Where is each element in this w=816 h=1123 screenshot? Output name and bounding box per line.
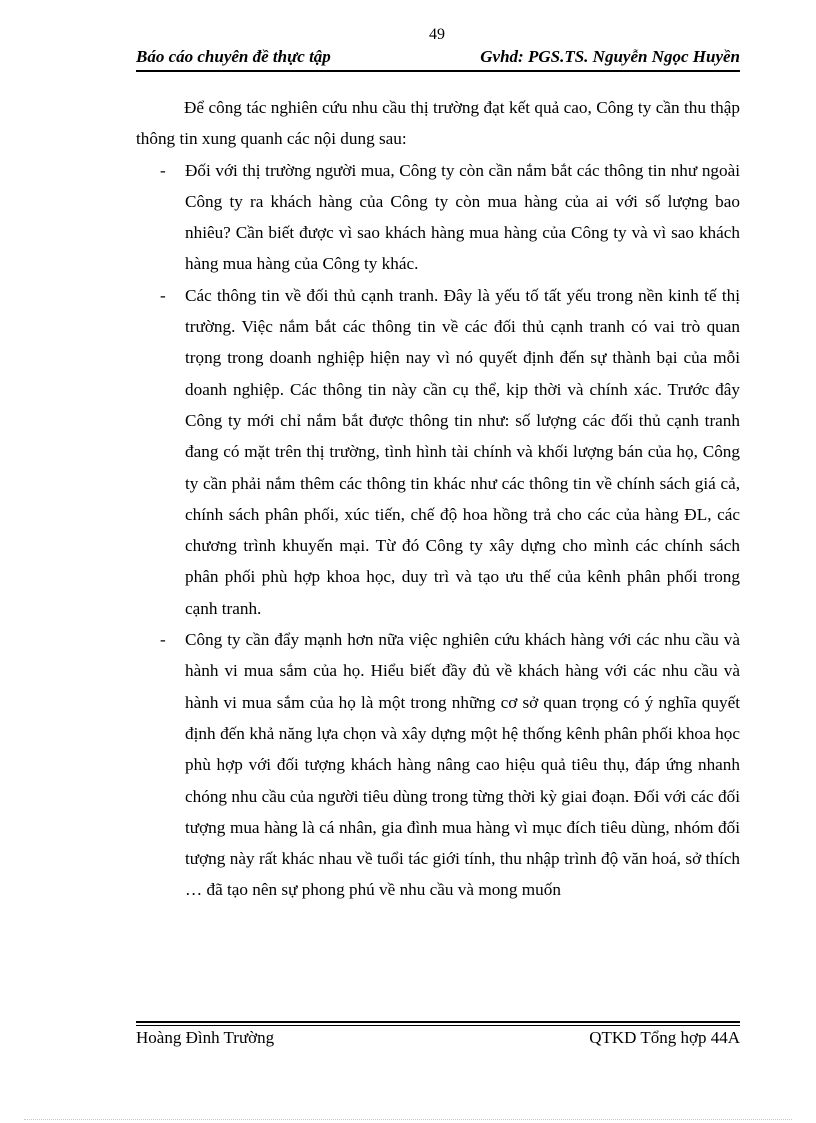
header-supervisor: Gvhd: PGS.TS. Nguyễn Ngọc Huyền <box>480 47 740 66</box>
bullet-text: Công ty cần đẩy mạnh hơn nữa việc nghiên cứu khách hàng với các nhu cầu và hành vi mua sắm của họ. Hiểu biết đầy đủ về khách hàng với các nhu cầu và hành vi mua sắm của họ là một trong những cơ sở quan trọng có ý nghĩa quyết định đến khả năng lựa chọn và xây dựng một hệ thống kênh phân phối khoa học phù hợp với đối tượng khách hàng nâng cao hiệu quả tiêu thụ, đáp ứng nhanh chóng nhu cầu của người tiêu dùng trong từng thời kỳ giai đoạn. Đối với các đối tượng mua hàng là cá nhân, gia đình mua hàng vì mục đích tiêu dùng, nhóm đối tượng này rất khác nhau về tuổi tác giới tính, thu nhập trình độ văn hoá, sở thích … đã tạo nên sự phong phú về nhu cầu và mong muốn <box>185 630 740 900</box>
page-number: 49 <box>429 26 445 43</box>
header-divider <box>136 70 740 72</box>
document-body <box>136 92 740 906</box>
list-item <box>136 280 740 624</box>
intro-paragraph: Để công tác nghiên cứu nhu cầu thị trường đạt kết quả cao, Công ty cần thu thập thông tin xung quanh các nội dung sau: <box>136 98 740 149</box>
bullet-list <box>136 155 740 906</box>
bullet-marker: - <box>160 160 166 180</box>
list-item <box>136 624 740 906</box>
footer-class: QTKD Tổng hợp 44A <box>589 1028 740 1047</box>
page-edge-dotted-line <box>24 1119 792 1120</box>
list-item <box>136 155 740 280</box>
bullet-text: Đối với thị trường người mua, Công ty còn cần nắm bắt các thông tin như ngoài Công ty ra khách hàng của Công ty còn mua hàng của ai với số lượng bao nhiêu? Cần biết được vì sao khách hàng mua hàng của Công ty và vì sao khách hàng mua hàng của Công ty khác. <box>185 160 740 274</box>
footer-divider-thin <box>136 1025 740 1026</box>
footer-author: Hoàng Đình Trường <box>136 1028 275 1047</box>
page-footer <box>136 1027 740 1049</box>
page-header <box>136 46 740 68</box>
bullet-text: Các thông tin về đối thủ cạnh tranh. Đây là yếu tố tất yếu trong nền kinh tế thị trường. Việc nắm bắt các thông tin về các đối thủ cạnh tranh có vai trò quan trọng trong doanh nghiệp hiện nay vì nó quyết định đến sự thành bại của mỗi doanh nghiệp. Các thông tin này cần cụ thể, kịp thời và chính xác. Trước đây Công ty mới chỉ nắm bắt được thông tin như: số lượng các đối thủ cạnh tranh đang có mặt trên thị trường, tình hình tài chính và khối lượng bán của họ, Công ty cần phải nắm thêm các thông tin khác như các thông tin về chính sách giá cả, chính sách phân phối, xúc tiến, chế độ hoa hồng trả cho các của hàng ĐL, các chương trình khuyến mại. Từ đó Công ty xây dựng cho mình các chính sách phân phối phù hợp khoa học, duy trì và tạo ưu thế của kênh phân phối trong cạnh tranh. <box>185 285 740 618</box>
bullet-marker: - <box>160 285 166 305</box>
header-report-title: Báo cáo chuyên đề thực tập <box>136 47 331 66</box>
footer-divider <box>136 1021 740 1023</box>
bullet-marker: - <box>160 630 166 650</box>
